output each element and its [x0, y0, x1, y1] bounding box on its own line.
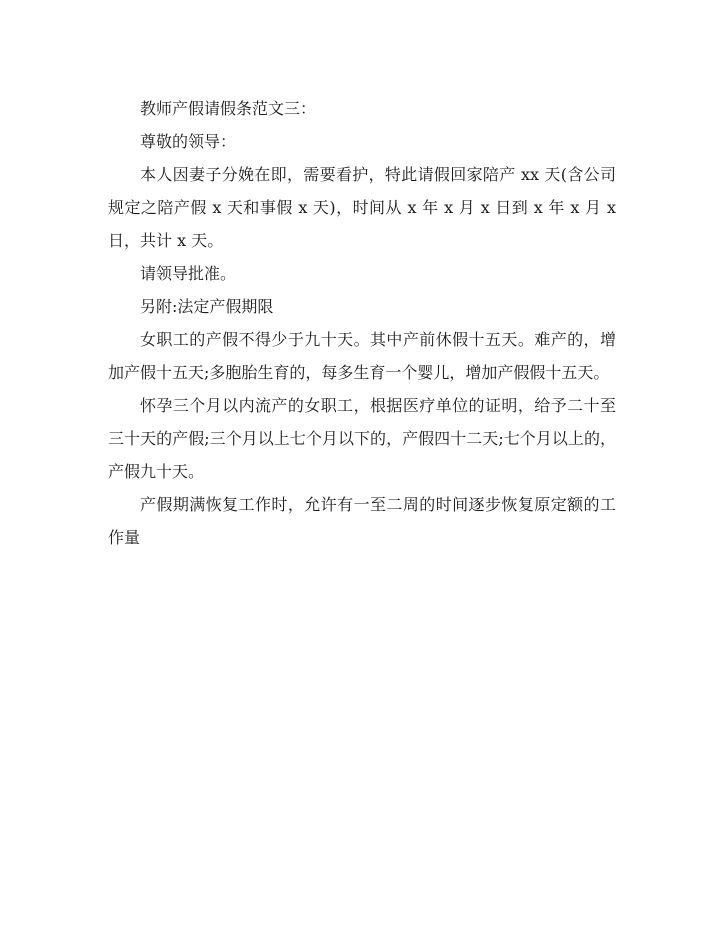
approval-request: 请领导批准。: [140, 264, 237, 283]
doc-title: 教师产假请假条范文三：: [140, 99, 317, 118]
salutation: 尊敬的领导：: [140, 132, 237, 151]
appendix-heading: 另附:法定产假期限: [140, 297, 274, 316]
miscarriage-leave-paragraph: 怀孕三个月以内流产的女职工，根据医疗单位的证明，给予二十至三十天的产假;三个月以上七个月以下的，产假四十二天;七个月以上的，产假九十天。: [108, 396, 616, 481]
document-body: [108, 92, 616, 554]
request-paragraph: 本人因妻子分娩在即，需要看护，特此请假回家陪产 xx 天(含公司规定之陪产假 x 天和事假 x 天)，时间从 x 年 x 月 x 日到 x 年 x 月 x 日，共计 x 天。: [108, 165, 616, 250]
maternity-leave-paragraph: 女职工的产假不得少于九十天。其中产前休假十五天。难产的，增加产假十五天;多胞胎生育的，每多生育一个婴儿，增加产假假十五天。: [108, 330, 616, 382]
return-to-work-paragraph: 产假期满恢复工作时，允许有一至二周的时间逐步恢复原定额的工作量: [108, 495, 616, 547]
